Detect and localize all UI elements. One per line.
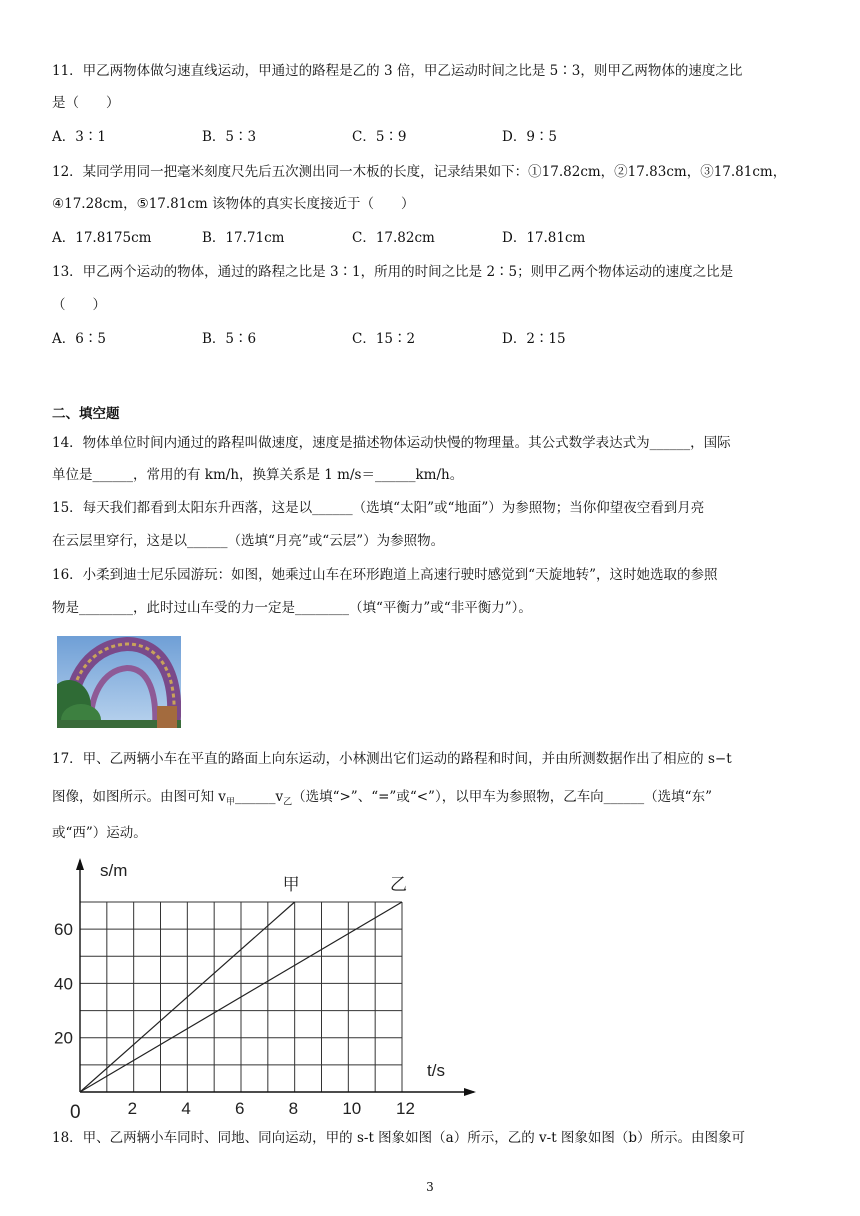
- q18-stem-line1: 18．甲、乙两辆小车同时、同地、同向运动，甲的 s-t 图象如图（a）所示，乙的 v-t 图象如图（b）所示。由图象可: [52, 1130, 746, 1146]
- q13-option-d: D．2∶15: [502, 331, 566, 347]
- q11-option-b: B．5∶3: [202, 129, 257, 145]
- y-tick-label: 20: [54, 1028, 73, 1048]
- section-heading: 二、填空题: [52, 406, 120, 422]
- q11-option-c: C．5∶9: [352, 129, 407, 145]
- q11-stem-line1: 11．甲乙两物体做匀速直线运动，甲通过的路程是乙的 3 倍，甲乙运动时间之比是 5∶3，则甲乙两物体的速度之比: [52, 63, 743, 79]
- y-tick-label: 40: [54, 974, 73, 994]
- q13-stem-line1: 13．甲乙两个运动的物体，通过的路程之比是 3∶1，所用的时间之比是 2∶5；则甲乙两个物体运动的速度之比是: [52, 264, 734, 280]
- sub-yi: 乙: [283, 797, 293, 808]
- q16-stem-line1: 16．小柔到迪士尼乐园游玩：如图，她乘过山车在环形跑道上高速行驶时感觉到“天旋地转”，这时她选取的参照: [52, 567, 718, 583]
- x-tick-label: 8: [288, 1099, 299, 1118]
- y-tick-label: 60: [54, 920, 73, 940]
- q13-option-c: C．15∶2: [352, 331, 416, 347]
- series-label-yi: 乙: [390, 875, 407, 894]
- q14-stem-line2: 单位是______，常用的有 km/h，换算关系是 1 m/s＝______km/h。: [52, 467, 464, 483]
- q12-option-b: B．17.71cm: [202, 230, 285, 246]
- q11-option-d: D．9∶5: [502, 129, 558, 145]
- q17-stem-line1: 17．甲、乙两辆小车在平直的路面上向东运动，小林测出它们运动的路程和时间，并由所测数据作出了相应的 s−t: [52, 751, 732, 767]
- q12-stem-line1: 12．某同学用同一把毫米刻度尺先后五次测出同一木板的长度，记录结果如下：①17.82cm，②17.83cm，③17.81cm，: [52, 164, 787, 180]
- x-tick-label: 10: [342, 1099, 362, 1118]
- q12-option-a: A．17.8175cm: [52, 230, 152, 246]
- q15-stem-line1: 15．每天我们都看到太阳东升西落，这是以______（选填“太阳”或“地面”）为参照物；当你仰望夜空看到月亮: [52, 500, 705, 516]
- q11-option-a: A．3∶1: [52, 129, 106, 145]
- page-number: 3: [426, 1180, 434, 1194]
- sub-jia: 甲: [225, 797, 235, 808]
- q12-option-d: D．17.81cm: [502, 230, 586, 246]
- roller-coaster-photo: [57, 636, 181, 728]
- y-axis-arrow: [76, 858, 84, 870]
- x-tick-label: 2: [127, 1099, 138, 1118]
- x-axis-label: t/s: [427, 1061, 445, 1080]
- q14-stem-line1: 14．物体单位时间内通过的路程叫做速度，速度是描述物体运动快慢的物理量。其公式数学表达式为______，国际: [52, 435, 731, 451]
- q12-option-c: C．17.82cm: [352, 230, 435, 246]
- q13-option-a: A．6∶5: [52, 331, 106, 347]
- x-tick-label: 6: [235, 1099, 245, 1118]
- x-tick-label: 4: [181, 1099, 191, 1118]
- q17-stem-line2: 图像，如图所示。由图可知 $v_甲\_\_\_\_\_\_v_乙$（选填“>”、“=”或“<”），以甲车为参照物，乙车向______（选填“东”: [52, 789, 712, 808]
- q11-stem-line2: 是（ ）: [52, 95, 120, 111]
- y-axis-label: s/m: [100, 861, 128, 880]
- q15-stem-line2: 在云层里穿行，这是以______（选填“月亮”或“云层”）为参照物。: [52, 533, 445, 549]
- q13-stem-line2: （ ）: [52, 297, 106, 313]
- x-axis-arrow: [464, 1088, 476, 1096]
- series-label-jia: 甲: [282, 875, 300, 894]
- q16-stem-line2: 物是________，此时过山车受的力一定是________（填“平衡力”或“非平衡力”）。: [52, 600, 532, 616]
- q12-stem-line2: ④17.28cm，⑤17.81cm 该物体的真实长度接近于（ ）: [52, 196, 415, 212]
- q17-stem-line3: 或“西”）运动。: [52, 825, 147, 841]
- x-tick-label: 12: [396, 1099, 415, 1118]
- s-t-graph: [50, 852, 480, 1122]
- x-tick-label: 0: [70, 1102, 81, 1122]
- q13-option-b: B．5∶6: [202, 331, 257, 347]
